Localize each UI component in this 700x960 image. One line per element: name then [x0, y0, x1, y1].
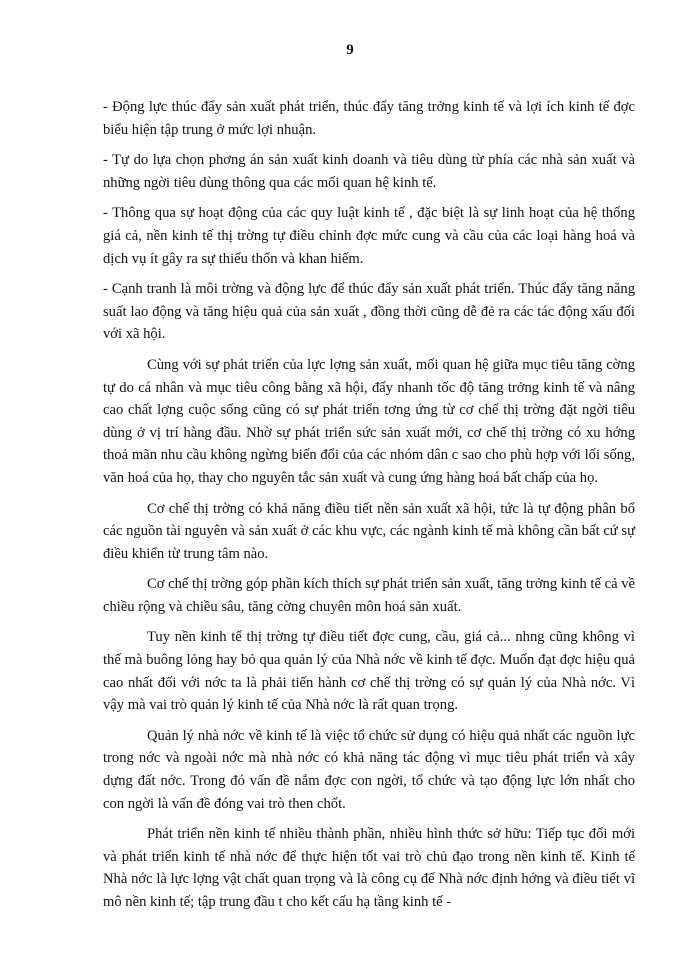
- bullet-item-3: - Thông qua sự hoạt động của các quy luật kinh tế , đặc biệt là sự linh hoạt của hệ thống giá cả, nền kinh tế thị trờng tự điều chỉnh đợc mức cung và cầu của các loại hàng hoá và dịch vụ ít gây ra sự thiếu thốn và khan hiếm.: [103, 205, 635, 267]
- bullet-item-2: - Tự do lựa chọn phơng án sản xuất kinh doanh và tiêu dùng từ phía các nhà sản xuất và những ngời tiêu dùng thông qua các mối quan hệ kinh tế.: [103, 152, 635, 191]
- page-number: 9: [346, 42, 354, 58]
- paragraph-6: Phát triển nền kinh tế nhiều thành phần, nhiều hình thức sở hữu: Tiếp tục đổi mới và phát triển kinh tế nhà nớc để thực hiện tốt vai trò chủ đạo trong nền kinh tế. Kinh tế Nhà nớc là lực lợng vật chất quan trọng và là công cụ để Nhà nớc định hớng và điều tiết vĩ mô nền kinh tế; tập trung đầu t cho kết cấu hạ tầng kinh tế -: [103, 826, 635, 910]
- paragraph-2: Cơ chế thị trờng có khả năng điều tiết nền sản xuất xã hội, tức là tự động phân bổ các nguồn tài nguyên và sản xuất ở các khu vực, các ngành kinh tế mà không cần bất cứ sự điều khiển từ trung tâm nào.: [103, 500, 635, 562]
- paragraph-5: Quản lý nhà nớc về kinh tế là việc tổ chức sử dụng có hiệu quả nhất các nguồn lực trong nớc và ngoài nớc mà nhà nớc có khả năng tác động vì mục tiêu phát triển và xây dựng đất nớc. Trong đó vấn đề nắm đợc con ngời, tổ chức và tạo động lực lớn nhất cho con ngời là vấn đề đóng vai trò then chốt.: [103, 727, 635, 812]
- paragraph-1: Cùng với sự phát triển của lực lợng sản xuất, mối quan hệ giữa mục tiêu tăng cờng tự do cá nhân và mục tiêu công bằng xã hội, đẩy nhanh tốc độ tăng trởng kinh tế và nâng cao chất lợng cuộc sống cũng có sự phát triển tơng ứng từ cơ chế thị trờng đặt ngời tiêu dùng ở vị trí hàng đầu. Nhờ sự phát triển sức sản xuất mới, cơ chế thị trờng có xu hớng thoả mãn nhu cầu không ngừng biến đổi của các nhóm dân c sao cho phù hợp với lối sống, văn hoá của họ, thay cho nguyên tắc sản xuất và cung ứng hàng hoá bất chấp của họ.: [103, 356, 635, 486]
- bullet-item-1: - Động lực thúc đẩy sản xuất phát triển, thúc đẩy tăng trởng kinh tế và lợi ích kinh tế đợc biểu hiện tập trung ở mức lợi nhuận.: [103, 99, 635, 138]
- bullet-item-4: - Cạnh tranh là môi trờng và động lực để thúc đẩy sản xuất phát triển. Thúc đẩy tăng năng suất lao động và tăng hiệu quả của sản xuất , đồng thời cũng dễ đẻ ra các tác động xấu đối với xã hội.: [103, 281, 635, 343]
- document-body: [103, 96, 635, 922]
- paragraph-4: Tuy nền kinh tế thị trờng tự điều tiết đợc cung, cầu, giá cả... nhng cũng không vì thế mà buông lỏng hay bỏ qua quản lý của Nhà nớc về kinh tế đợc. Muốn đạt đợc hiệu quả cao nhất đối với nớc ta là phải tiến hành cơ chế thị trờng có sự quản lý của Nhà nớc. Vì vậy mà vai trò quản lý kinh tế của Nhà nớc là rất quan trọng.: [103, 629, 635, 714]
- paragraph-3: Cơ chế thị trờng góp phần kích thích sự phát triển sản xuất, tăng trởng kinh tế cả về chiều rộng và chiều sâu, tăng cờng chuyên môn hoá sản xuất.: [103, 576, 635, 615]
